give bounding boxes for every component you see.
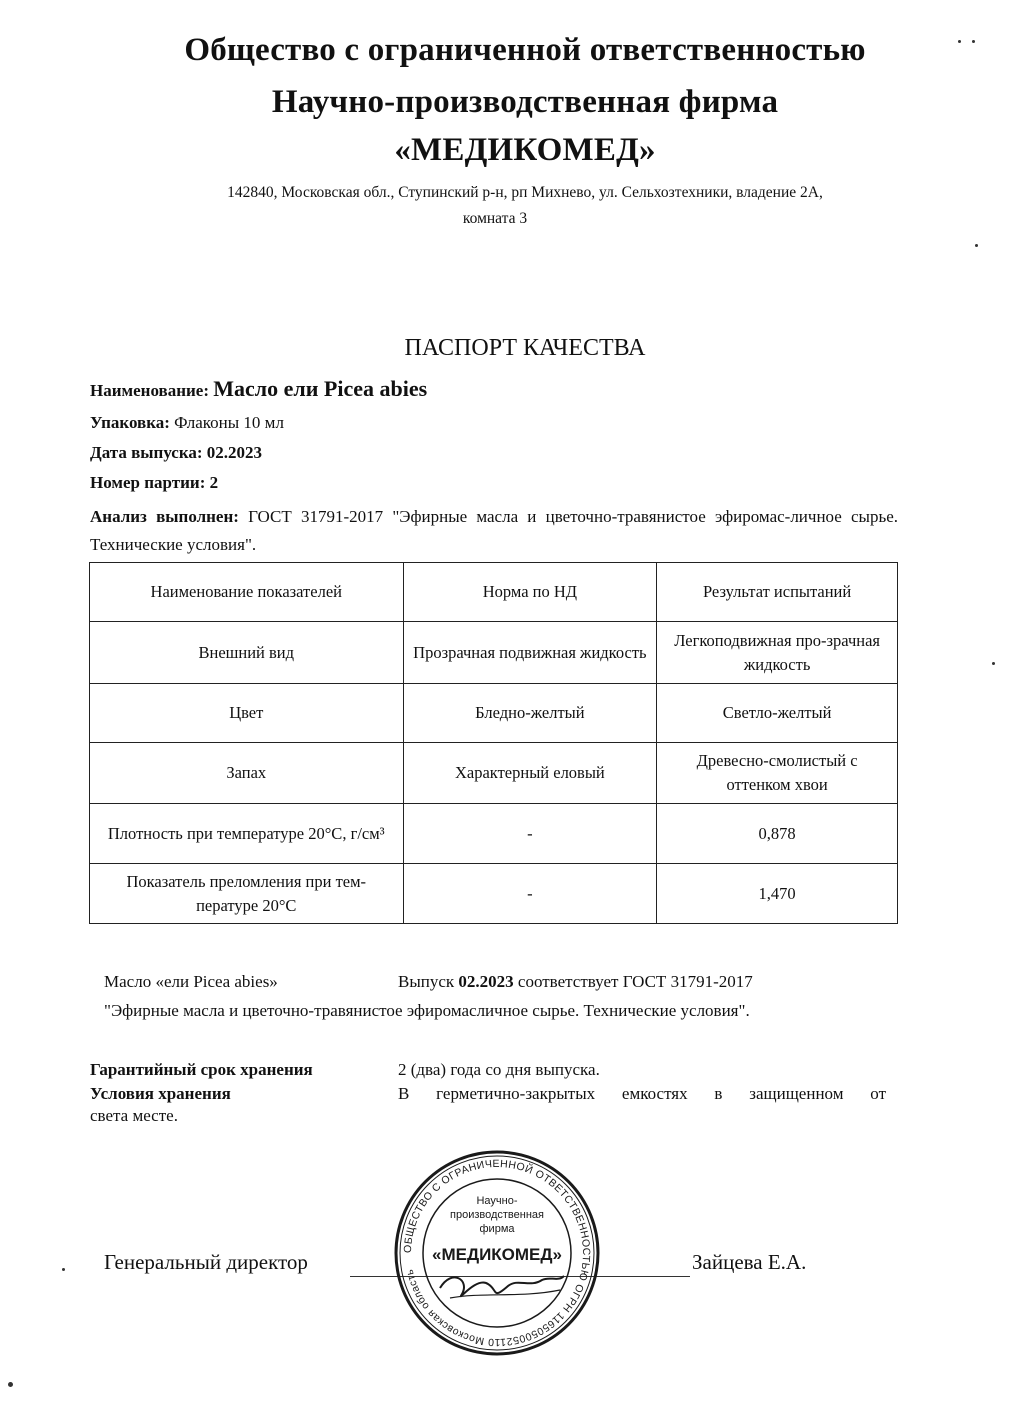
storage-conditions-cont: света месте. — [90, 1106, 178, 1125]
table-header-cell: Наименование показателей — [90, 563, 404, 622]
signatory-position: Генеральный директор — [104, 1250, 308, 1274]
stamp-outer-text: ОБЩЕСТВО С ОГРАНИЧЕННОЙ ОТВЕТСТВЕННОСТЬЮ ОГРН 1165050052110 Московская область — [401, 1157, 593, 1349]
field-name-value: Масло ели Picea abies — [213, 376, 428, 401]
table-header-cell: Норма по НД — [403, 563, 657, 622]
document-title: ПАСПОРТ КАЧЕСТВА — [404, 335, 646, 361]
company-seal-stamp — [392, 1148, 602, 1358]
conclusion-issue — [398, 972, 753, 992]
table-cell: Цвет — [90, 684, 404, 743]
quality-table — [89, 562, 898, 924]
stamp-inner-line1: Научно- — [476, 1195, 518, 1207]
table-cell: Характерный еловый — [403, 743, 657, 804]
org-name-line3: «МЕДИКОМЕД» — [394, 132, 656, 168]
shelf-life-label — [90, 1060, 313, 1080]
conclusion-product: Масло «ели Picea abies» — [104, 972, 278, 991]
field-analysis-value: ГОСТ 31791-2017 "Эфирные масла и цветочно-травянистое эфиромас-личное сырье. Технические условия". — [90, 507, 899, 554]
conclusion-issue-date: 02.2023 — [458, 972, 514, 991]
signatory-name: Зайцева Е.А. — [692, 1250, 807, 1274]
field-analysis-label: Анализ выполнен: — [90, 507, 239, 526]
address-line1: 142840, Московская обл., Ступинский р-н, рп Михнево, ул. Сельхозтехники, владение 2А, — [227, 184, 823, 201]
table-row — [90, 804, 898, 864]
field-package-value: Флаконы 10 мл — [174, 413, 284, 432]
stamp-brand: «МЕДИКОМЕД» — [432, 1245, 562, 1264]
stamp-inner-line3: фирма — [479, 1223, 515, 1235]
signature-scribble — [440, 1276, 564, 1296]
table-row — [90, 622, 898, 684]
table-row — [90, 743, 898, 804]
table-cell: 0,878 — [657, 804, 898, 864]
field-batch-value: 2 — [209, 473, 219, 492]
table-cell: Прозрачная подвижная жидкость — [403, 622, 657, 684]
org-name-line2: Научно-производственная фирма — [271, 84, 779, 120]
shelf-life-label-text: Гарантийный срок хранения — [90, 1060, 313, 1079]
table-cell: Светло-желтый — [657, 684, 898, 743]
field-date-label: Дата выпуска: — [90, 443, 203, 462]
shelf-life-value: 2 (два) года со дня выпуска. — [398, 1060, 600, 1079]
table-cell: Древесно-смолистый с оттенком хвои — [657, 743, 898, 804]
field-batch — [90, 473, 218, 493]
table-row — [90, 864, 898, 924]
org-name-line1: Общество с ограниченной ответственностью — [184, 32, 866, 68]
storage-conditions-label — [90, 1084, 231, 1104]
table-cell: Внешний вид — [90, 622, 404, 684]
table-cell: Запах — [90, 743, 404, 804]
table-cell: 1,470 — [657, 864, 898, 924]
field-analysis — [90, 503, 898, 559]
field-package-label: Упаковка: — [90, 413, 170, 432]
table-cell: - — [403, 804, 657, 864]
table-cell: Плотность при температуре 20°С, г/см³ — [90, 804, 404, 864]
field-date — [90, 443, 262, 463]
conclusion-issue-prefix: Выпуск — [398, 972, 455, 991]
table-cell: Показатель преломления при тем-пературе 20°С — [90, 864, 404, 924]
stamp-inner-line2: производственная — [450, 1209, 544, 1221]
table-cell: - — [403, 864, 657, 924]
table-header-cell: Результат испытаний — [657, 563, 898, 622]
field-batch-label: Номер партии: — [90, 473, 206, 492]
table-cell: Бледно-желтый — [403, 684, 657, 743]
field-name — [90, 376, 427, 402]
address-line2: комната 3 — [462, 210, 528, 227]
storage-conditions-value: В герметично-закрытых емкостях в защищенном от — [398, 1084, 886, 1103]
table-cell: Легкоподвижная про-зрачная жидкость — [657, 622, 898, 684]
table-row — [90, 684, 898, 743]
table-header-row — [90, 563, 898, 622]
field-package — [90, 413, 284, 433]
conclusion-standard: "Эфирные масла и цветочно-травянистое эфиромасличное сырье. Технические условия". — [104, 1001, 750, 1020]
conclusion-issue-suffix: соответствует ГОСТ 31791-2017 — [517, 972, 753, 991]
field-name-label: Наименование: — [90, 381, 209, 400]
field-date-value: 02.2023 — [206, 443, 263, 462]
storage-conditions-label-text: Условия хранения — [90, 1084, 231, 1103]
